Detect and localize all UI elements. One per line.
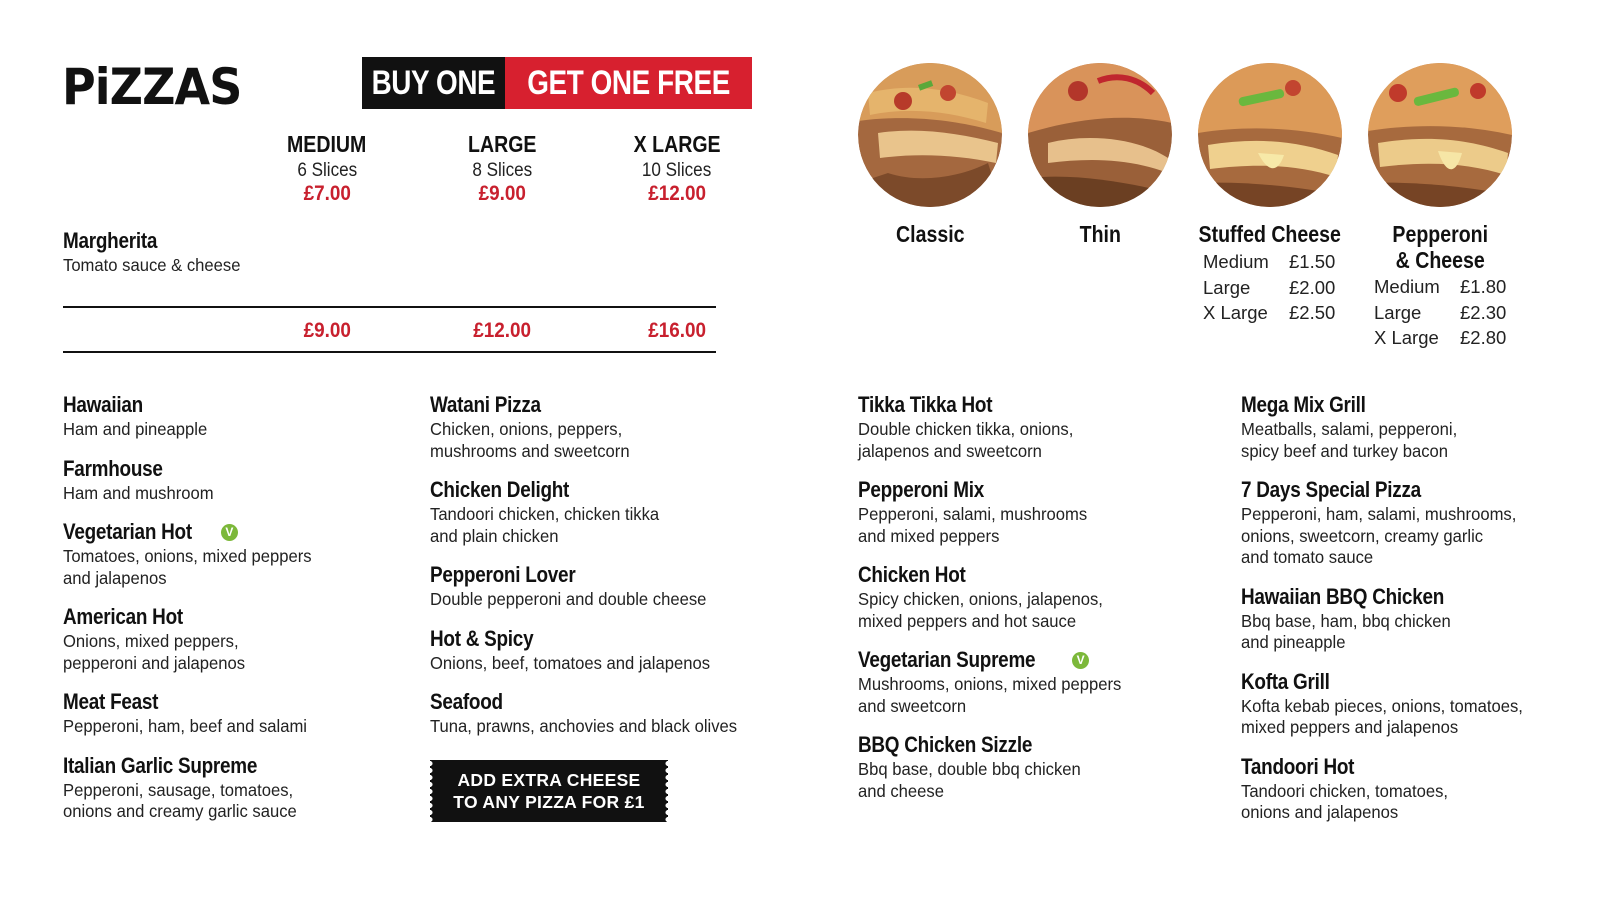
menu-column-2 [430,392,753,753]
menu-item: Kofta Grill Kofta kebab pieces, onions, tomatoes, mixed peppers and jalapenos [1241,668,1523,737]
size-slices: 6 Slices [297,160,357,181]
menu-item: Mega Mix Grill Meatballs, salami, pepperoni, spicy beef and turkey bacon [1241,392,1458,461]
menu-item: Seafood Tuna, prawns, anchovies and black olives [430,689,738,736]
price-row: Large £2.00 [1203,276,1336,298]
page-title: PiZZAS [62,58,242,116]
crust-label-thin: Thin [1079,221,1121,247]
size-price: £7.00 [303,182,351,205]
specialty-price-x-large: £16.00 [648,319,706,342]
vegetarian-icon: V [1072,652,1089,669]
size-slices: 10 Slices [642,160,712,181]
menu-item: Vegetarian Hot V Tomatoes, onions, mixed peppers and jalapenos [63,519,312,588]
menu-item: 7 Days Special Pizza Pepperoni, ham, salami, mushrooms, onions, sweetcorn, creamy garlic and tomato sauce [1241,477,1517,567]
item-desc: Tomato sauce & cheese [63,255,241,275]
classic-crust-image [858,63,1002,207]
promo-buy-one: BUY ONE [362,57,505,109]
promo-banner [362,57,730,109]
price-row: Medium £1.50 [1203,251,1336,272]
size-slices: 8 Slices [472,160,532,181]
menu-item: Meat Feast Pepperoni, ham, beef and salami [63,689,307,736]
menu-item: Chicken Delight Tandoori chicken, chicken tikka and plain chicken [430,477,660,546]
margherita-item [63,228,250,277]
size-name: LARGE [467,131,537,157]
extra-cheese-line-1: ADD EXTRA CHEESE [457,770,641,790]
specialty-price-medium: £9.00 [303,319,351,342]
price-row: Large £2.30 [1374,301,1507,323]
crust-label-stuffed-cheese: Stuffed Cheese [1198,221,1342,247]
item-name: Margherita [63,228,158,253]
vegetarian-icon: V [221,524,238,541]
price-band-bottom-rule [63,351,716,353]
crust-label-classic: Classic [895,221,965,247]
menu-item: Hawaiian Ham and pineapple [63,392,208,439]
menu-item: Pepperoni Lover Double pepperoni and double cheese [430,562,707,609]
menu-column-1 [63,392,325,838]
menu-column-3 [858,392,1135,817]
size-name: X LARGE [633,131,721,157]
promo-get-one-free: GET ONE FREE [505,57,752,109]
size-price: £12.00 [648,182,706,205]
menu-item: Farmhouse Ham and mushroom [63,455,214,503]
menu-item: Hawaiian BBQ Chicken Bbq base, ham, bbq chicken and pineapple [1241,583,1451,652]
size-x-large [602,131,752,206]
price-row: Medium £1.80 [1374,276,1507,297]
size-large [427,131,577,206]
price-band-top-rule [63,306,716,308]
pepperoni-cheese-prices [1374,274,1506,351]
thin-crust-image [1028,63,1172,207]
specialty-price-large: £12.00 [473,319,531,342]
menu-item: American Hot Onions, mixed peppers, pepperoni and jalapenos [63,604,246,673]
menu-item: Chicken Hot Spicy chicken, onions, jalapenos, mixed peppers and hot sauce [858,562,1103,631]
menu-item: Italian Garlic Supreme Pepperoni, sausage, tomatoes, onions and creamy garlic sauce [63,752,297,821]
menu-item: BBQ Chicken Sizzle Bbq base, double bbq chicken and cheese [858,732,1081,801]
price-row: X Large £2.50 [1203,302,1336,323]
menu-item: Vegetarian Supreme V Mushrooms, onions, mixed peppers and sweetcorn [858,647,1122,716]
menu-column-4 [1241,392,1538,839]
menu-item: Tikka Tikka Hot Double chicken tikka, onions, jalapenos and sweetcorn [858,392,1074,461]
menu-item: Watani Pizza Chicken, onions, peppers, mushrooms and sweetcorn [430,392,630,461]
price-row: X Large £2.80 [1374,327,1507,348]
size-name: MEDIUM [287,131,367,157]
size-price: £9.00 [478,182,526,205]
menu-item: Tandoori Hot Tandoori chicken, tomatoes, onions and jalapenos [1241,753,1449,822]
size-medium [252,131,402,206]
extra-cheese-line-2: TO ANY PIZZA FOR £1 [453,792,645,812]
stuffed-cheese-prices [1203,249,1335,326]
extra-cheese-ticket [430,760,668,822]
menu-item: Pepperoni Mix Pepperoni, salami, mushrooms and mixed peppers [858,477,1088,546]
crust-label-pepperoni-cheese: Pepperoni & Cheese [1392,221,1488,273]
stuffed-cheese-crust-image [1198,63,1342,207]
menu-item: Hot & Spicy Onions, beef, tomatoes and jalapenos [430,625,711,673]
pepperoni-cheese-crust-image [1368,63,1512,207]
